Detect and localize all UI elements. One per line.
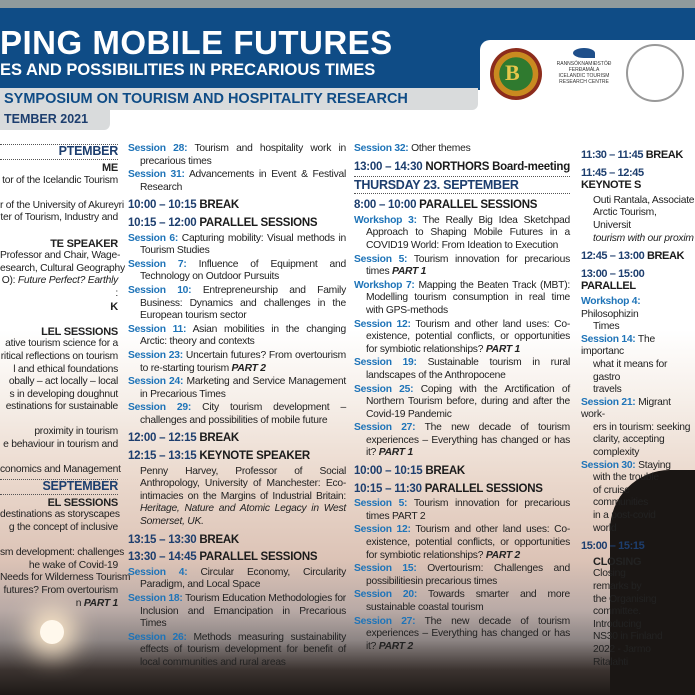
session-label: Session 32: bbox=[354, 143, 409, 154]
slot-label: KEYNOTE SPEAKER bbox=[199, 450, 310, 463]
text-line bbox=[0, 288, 118, 301]
time-slot bbox=[354, 483, 570, 496]
line-text: estinations for sustainable bbox=[5, 401, 118, 413]
session-label: Session 5: bbox=[354, 253, 408, 265]
session-label: Session 28: bbox=[128, 143, 188, 154]
session-label: Session 20: bbox=[354, 589, 418, 601]
text-line bbox=[0, 598, 118, 611]
session-label: Session 12: bbox=[354, 524, 411, 536]
session-part: PART 1 bbox=[485, 343, 520, 355]
session-title: Circular Economy, Circularity Paradigm, and Local Space bbox=[140, 566, 346, 591]
text-line bbox=[0, 560, 118, 573]
session-item bbox=[354, 357, 570, 382]
text-line bbox=[0, 301, 118, 314]
session-label: Session 19: bbox=[354, 357, 417, 369]
time-slot bbox=[128, 217, 346, 230]
line-text: he wake of Covid-19 bbox=[28, 559, 118, 571]
text-line bbox=[581, 631, 695, 644]
time-slot bbox=[128, 534, 346, 547]
session-item bbox=[354, 254, 570, 279]
programme-column-2 bbox=[128, 143, 346, 671]
text-line bbox=[581, 422, 695, 435]
line-text: e behaviour in tourism and bbox=[3, 439, 118, 451]
session-label: Session 29: bbox=[128, 402, 192, 414]
text-line bbox=[581, 195, 695, 208]
session-title: Tourism Education Methodologies for Inclusion and Emancipation in Precarious Times bbox=[140, 593, 346, 630]
text-line bbox=[0, 275, 118, 288]
session-part: PART 2 bbox=[231, 362, 266, 374]
slot-label: PARALLEL SESSIONS bbox=[419, 199, 538, 212]
session-label: Session 27: bbox=[354, 422, 416, 434]
line-text: conomics and Management bbox=[0, 464, 121, 476]
session-title: Asian mobilities in the changing Arctic: theory and contexts bbox=[140, 323, 346, 348]
session-title: Philosophizin bbox=[581, 308, 639, 320]
text-line bbox=[0, 250, 121, 263]
line-text: r of the University of Akureyri bbox=[0, 199, 124, 211]
time-slot bbox=[128, 450, 346, 463]
text-line bbox=[0, 351, 118, 364]
text-line bbox=[581, 384, 695, 397]
session-title: Advancements in Event & Festival Research bbox=[140, 169, 346, 193]
session-title: Influence of Equipment and Technology on Outdoor Pursuits bbox=[140, 258, 346, 283]
session-item bbox=[354, 319, 570, 357]
line-text: Arctic Tourism, Universit bbox=[593, 207, 657, 231]
session-label: Session 26: bbox=[128, 631, 187, 643]
text-line bbox=[0, 162, 118, 175]
slot-label: PARALLEL SESSIONS bbox=[424, 482, 543, 495]
session-title: Methods measuring sustainability effects of tourism development for benefit of local communities and rural areas bbox=[140, 631, 346, 668]
time-range: 12:45 – 13:00 bbox=[581, 250, 645, 263]
text-line bbox=[0, 452, 118, 465]
slot-label: BREAK bbox=[646, 250, 685, 263]
session-title: Capturing mobility: Visual methods in Tourism Studies bbox=[140, 232, 346, 257]
time-slot bbox=[354, 161, 570, 174]
line-text: ritical reflections on tourism bbox=[0, 350, 118, 362]
line-text: CLOSING bbox=[593, 555, 642, 568]
poster-title: PING MOBILE FUTURES bbox=[0, 24, 393, 61]
session-title: The importanc bbox=[581, 333, 655, 358]
session-item bbox=[128, 324, 346, 349]
text-line bbox=[0, 175, 118, 188]
line-text: in a post-covid bbox=[593, 510, 656, 522]
slot-label: KEYNOTE S bbox=[581, 179, 641, 192]
text-line bbox=[581, 568, 695, 581]
slot-label: PARALLEL SESSIONS bbox=[199, 216, 318, 229]
session-label: Session 14: bbox=[581, 333, 636, 345]
text-line bbox=[0, 199, 124, 213]
line-text: communities bbox=[593, 497, 649, 509]
text-line bbox=[581, 472, 695, 485]
keynote-title: Heritage, Nature and Atomic Legacy in West Somerset, UK. bbox=[140, 503, 346, 528]
line-text: clarity, accepting bbox=[593, 434, 665, 446]
session-item bbox=[354, 280, 570, 318]
session-item bbox=[581, 460, 695, 473]
session-label: Session 6: bbox=[128, 232, 179, 244]
line-text: remarks by bbox=[593, 581, 642, 592]
session-label: Workshop 4: bbox=[581, 295, 641, 307]
time-range: 12:00 – 12:15 bbox=[128, 432, 197, 445]
session-part: PART 2 bbox=[485, 549, 520, 561]
line-text: what it means for gastro bbox=[593, 358, 668, 383]
session-label: Session 21: bbox=[581, 396, 636, 408]
text-line bbox=[581, 523, 695, 536]
tourism-research-centre-logo bbox=[553, 48, 615, 98]
line-text: complexity bbox=[593, 447, 640, 459]
text-line bbox=[0, 212, 118, 225]
session-item bbox=[128, 593, 346, 631]
session-item bbox=[354, 384, 570, 422]
time-slot bbox=[354, 199, 570, 212]
session-label: Workshop 3: bbox=[354, 214, 417, 226]
text-line bbox=[581, 657, 695, 670]
text-line bbox=[581, 594, 695, 607]
time-range: 15:00 – 15:15 bbox=[581, 540, 645, 553]
time-range: 12:15 – 13:15 bbox=[128, 450, 197, 463]
session-label: Session 24: bbox=[128, 376, 184, 388]
session-item bbox=[354, 143, 570, 156]
text-line bbox=[0, 313, 118, 326]
session-title: Tourism innovation for precarious times bbox=[366, 253, 570, 278]
session-title: Coping with the Arctification of Northern Tourism before, during and after the Covid-19 Pandemic bbox=[366, 383, 570, 420]
slot-label: PARALLEL bbox=[581, 280, 636, 293]
session-item bbox=[354, 616, 570, 654]
session-title: The new decade of tourism experiences – Everything has changed or has it? bbox=[366, 615, 570, 652]
text-line bbox=[581, 619, 695, 632]
text-line bbox=[0, 401, 118, 414]
text-line bbox=[0, 522, 118, 535]
line-text: sm development: challenges bbox=[0, 547, 125, 559]
time-slot bbox=[581, 250, 695, 263]
line-text: n bbox=[75, 597, 84, 609]
session-item bbox=[581, 296, 695, 321]
session-label: Session 12: bbox=[354, 318, 411, 330]
keynote-text: Penny Harvey, Professor of Social Anthropology, University of Manchester: Eco-intimacies on the Margins of Industrial Britain: bbox=[140, 465, 346, 502]
session-title: Entrepreneurship and Family Business: Dynamics and challenges in the European tourism sector bbox=[140, 284, 346, 322]
session-title: Tourism and other land uses: Co-existence, potential conflicts, or opportunities for symbiotic relationships? bbox=[366, 318, 571, 355]
holar-university-logo: B bbox=[490, 48, 542, 100]
session-item bbox=[128, 169, 346, 194]
line-text: 2022 - Jarmo bbox=[593, 643, 651, 655]
time-slot bbox=[128, 432, 346, 445]
session-label: Session 10: bbox=[128, 284, 192, 296]
session-item bbox=[128, 285, 346, 323]
line-text: NS30 in Finland bbox=[593, 631, 663, 643]
line-text: with the trouble bbox=[593, 472, 659, 484]
session-item bbox=[128, 233, 346, 258]
session-label: Session 5: bbox=[354, 498, 408, 510]
time-range: 13:00 – 15:00 bbox=[581, 267, 645, 280]
slot-label: PARALLEL SESSIONS bbox=[199, 551, 318, 564]
line-text: world bbox=[593, 522, 617, 534]
line-text: Ritalahti bbox=[593, 656, 628, 668]
text-line bbox=[581, 321, 695, 334]
session-label: Session 23: bbox=[128, 349, 183, 361]
line-italic: tourism with our proxim bbox=[593, 232, 694, 244]
text-line bbox=[0, 225, 118, 238]
session-label: Session 7: bbox=[128, 258, 187, 270]
line-text: Introducing bbox=[593, 618, 642, 630]
text-line bbox=[0, 547, 125, 560]
poster-subtitle: ES AND POSSIBILITIES IN PRECARIOUS TIMES bbox=[0, 61, 376, 79]
time-slot bbox=[581, 540, 695, 553]
text-line bbox=[0, 535, 118, 548]
time-slot bbox=[581, 268, 695, 293]
line-text: ers in tourism: seeking bbox=[593, 421, 691, 433]
text-line bbox=[0, 238, 118, 251]
line-text: LEL SESSIONS bbox=[41, 325, 118, 338]
text-line bbox=[0, 414, 118, 427]
logo-text: RANNSÓKNAMIÐSTÖÐ FERÐAMÁLA bbox=[556, 61, 612, 73]
text-line bbox=[0, 389, 118, 402]
session-item bbox=[128, 376, 346, 401]
text-line bbox=[0, 364, 118, 377]
session-part: PART 2 bbox=[378, 640, 413, 652]
event-date: TEMBER 2021 bbox=[4, 112, 89, 126]
programme-column-4 bbox=[581, 144, 695, 669]
session-label: Session 11: bbox=[128, 323, 187, 335]
session-label: Session 15: bbox=[354, 563, 417, 575]
line-text: O): bbox=[1, 275, 18, 287]
time-slot bbox=[128, 551, 346, 564]
line-text: destinations as storyscapes bbox=[0, 509, 120, 521]
slot-label: BREAK bbox=[199, 432, 239, 445]
session-title: Overtourism: Challenges and possibilitiesin precarious times bbox=[366, 563, 570, 587]
line-text: futures? From overtourism bbox=[3, 585, 118, 596]
line-text: proximity in tourism bbox=[34, 426, 118, 438]
text-line bbox=[0, 376, 118, 389]
time-slot bbox=[581, 149, 695, 162]
session-item bbox=[354, 563, 570, 588]
text-line bbox=[0, 497, 118, 510]
session-title: Marketing and Service Management in Precarious Times bbox=[140, 376, 346, 400]
line-text: Closing bbox=[593, 568, 626, 580]
session-part: PART 1 bbox=[391, 266, 427, 278]
slot-label: BREAK bbox=[645, 149, 683, 161]
session-item bbox=[128, 350, 346, 375]
line-text: the Organising bbox=[593, 593, 657, 605]
day-heading: THURSDAY 23. SEPTEMBER bbox=[354, 176, 570, 194]
day-heading: SEPTEMBER bbox=[0, 479, 118, 495]
line-text: Professor and Chair, Wage- bbox=[0, 250, 121, 262]
text-line bbox=[581, 510, 695, 523]
session-item bbox=[354, 589, 570, 614]
line-text: Times bbox=[593, 321, 620, 333]
line-text: Needs for Wilderness Tourism bbox=[0, 572, 131, 584]
line-text: l and ethical foundations bbox=[13, 363, 118, 375]
session-item bbox=[581, 397, 695, 422]
line-text: committee. bbox=[593, 606, 641, 618]
session-title: Migrant work- bbox=[581, 396, 671, 421]
text-line bbox=[0, 439, 118, 452]
line-text: ter of Tourism, Industry and bbox=[0, 212, 118, 224]
session-item bbox=[128, 567, 346, 592]
programme-column-3 bbox=[354, 143, 570, 654]
time-range: 8:00 – 10:00 bbox=[354, 199, 417, 212]
text-line bbox=[581, 606, 695, 619]
session-title: City tourism development – challenges and possibilities of mobile future bbox=[140, 402, 346, 426]
line-text: : bbox=[115, 287, 118, 299]
session-item bbox=[581, 334, 695, 359]
line-text: EL SESSIONS bbox=[47, 496, 118, 509]
session-title: Sustainable tourism in rural landscapes of the Anthropocene bbox=[366, 357, 571, 381]
time-slot bbox=[354, 465, 570, 478]
session-label: Session 18: bbox=[128, 593, 183, 604]
text-line bbox=[581, 497, 695, 510]
session-item bbox=[354, 524, 570, 562]
session-item bbox=[128, 143, 346, 168]
text-line bbox=[581, 581, 695, 594]
slot-label: BREAK bbox=[425, 465, 465, 478]
line-text: g the concept of inclusive bbox=[8, 522, 118, 534]
time-range: 11:30 – 11:45 bbox=[581, 149, 644, 161]
text-line bbox=[581, 207, 695, 232]
line-text: Outi Rantala, Associate bbox=[593, 194, 695, 206]
session-title: Uncertain futures? From overtourism to re-starting tourism bbox=[140, 349, 346, 374]
line-text: K bbox=[110, 300, 118, 313]
time-range: 10:00 – 10:15 bbox=[354, 465, 423, 478]
sunset-sun bbox=[40, 620, 64, 644]
line-text: ME bbox=[102, 162, 118, 174]
slot-label: BREAK bbox=[199, 199, 239, 212]
text-line bbox=[581, 434, 695, 447]
session-label: Session 31: bbox=[128, 169, 185, 181]
time-range: 10:00 – 10:15 bbox=[128, 199, 197, 212]
session-title: The Really Big Idea Sketchpad Approach to Shaping Mobile Futures in a COVID19 World: From Ideation to Execution bbox=[366, 214, 570, 251]
time-range: 11:45 – 12:45 bbox=[581, 166, 644, 179]
line-italic: Future Perfect? Earthly bbox=[17, 275, 118, 287]
session-label: Workshop 7: bbox=[354, 279, 415, 291]
text-line bbox=[0, 509, 118, 522]
session-label: Session 27: bbox=[354, 615, 416, 627]
keynote-description bbox=[128, 466, 346, 529]
session-label: Session 4: bbox=[128, 566, 188, 578]
line-part: PART 1 bbox=[83, 597, 118, 609]
university-of-iceland-seal bbox=[626, 44, 684, 102]
programme-column-1 bbox=[0, 142, 131, 610]
session-part: PART 1 bbox=[378, 447, 413, 459]
session-title: Tourism and hospitality work in precarious times bbox=[140, 143, 346, 167]
line-text: travels bbox=[593, 384, 622, 396]
text-line bbox=[581, 447, 695, 460]
text-line bbox=[0, 187, 118, 200]
session-item bbox=[354, 498, 570, 523]
session-title: Tourism innovation for precarious times PART 2 bbox=[366, 498, 570, 522]
time-slot bbox=[128, 199, 346, 212]
session-item bbox=[354, 422, 570, 460]
text-line bbox=[581, 556, 695, 569]
logo-text: ICELANDIC TOURISM RESEARCH CENTRE bbox=[558, 73, 610, 85]
text-line bbox=[581, 359, 695, 384]
text-line bbox=[581, 485, 695, 498]
time-range: 10:15 – 11:30 bbox=[354, 482, 422, 495]
session-title: Other themes bbox=[411, 143, 471, 154]
line-text: tor of the Icelandic Tourism bbox=[2, 174, 118, 186]
text-line bbox=[0, 326, 118, 339]
session-item bbox=[128, 632, 346, 670]
session-title: Mapping the Beaten Track (MBT): Modelling tourism consumption in real time with GPS-methods bbox=[366, 279, 570, 316]
day-heading: PTEMBER bbox=[0, 144, 118, 160]
line-text: esearch, Cultural Geography bbox=[0, 262, 125, 274]
session-title: Tourism and other land uses: Co-existence, potential conflicts, or opportunities for symbiotic relationships? bbox=[366, 524, 571, 561]
session-title: Towards smarter and more sustainable coastal tourism bbox=[366, 589, 570, 613]
session-label: Session 30: bbox=[581, 459, 636, 471]
session-item bbox=[354, 215, 570, 253]
text-line bbox=[581, 233, 695, 246]
slot-label: NORTHORS Board-meeting bbox=[425, 160, 570, 173]
session-title: Staying bbox=[638, 459, 671, 471]
time-slot bbox=[581, 167, 695, 192]
text-line bbox=[0, 262, 125, 276]
text-line bbox=[581, 644, 695, 657]
top-bar bbox=[0, 0, 695, 8]
time-range: 13:15 – 13:30 bbox=[128, 533, 197, 546]
text-line bbox=[0, 585, 118, 598]
line-text: obally – act locally – local bbox=[8, 376, 118, 388]
time-range: 13:00 – 14:30 bbox=[354, 160, 423, 173]
text-line bbox=[0, 464, 121, 477]
session-label: Session 25: bbox=[354, 383, 414, 395]
symposium-title: SYMPOSIUM ON TOURISM AND HOSPITALITY RESEARCH bbox=[4, 91, 408, 107]
line-text: TE SPEAKER bbox=[50, 237, 118, 250]
text-line bbox=[0, 572, 131, 585]
line-text: of cruise bbox=[593, 484, 630, 496]
line-text: s in developing doughnut bbox=[9, 388, 118, 400]
line-text: ative tourism science for a bbox=[5, 338, 118, 350]
slot-label: BREAK bbox=[199, 533, 239, 546]
text-line bbox=[0, 338, 118, 351]
text-line bbox=[0, 426, 118, 439]
session-item bbox=[128, 402, 346, 427]
session-item bbox=[128, 259, 346, 284]
time-range: 13:30 – 14:45 bbox=[128, 551, 197, 564]
session-title: The new decade of tourism experiences – Everything has changed or has it? bbox=[366, 422, 570, 459]
time-range: 10:15 – 12:00 bbox=[128, 216, 197, 229]
